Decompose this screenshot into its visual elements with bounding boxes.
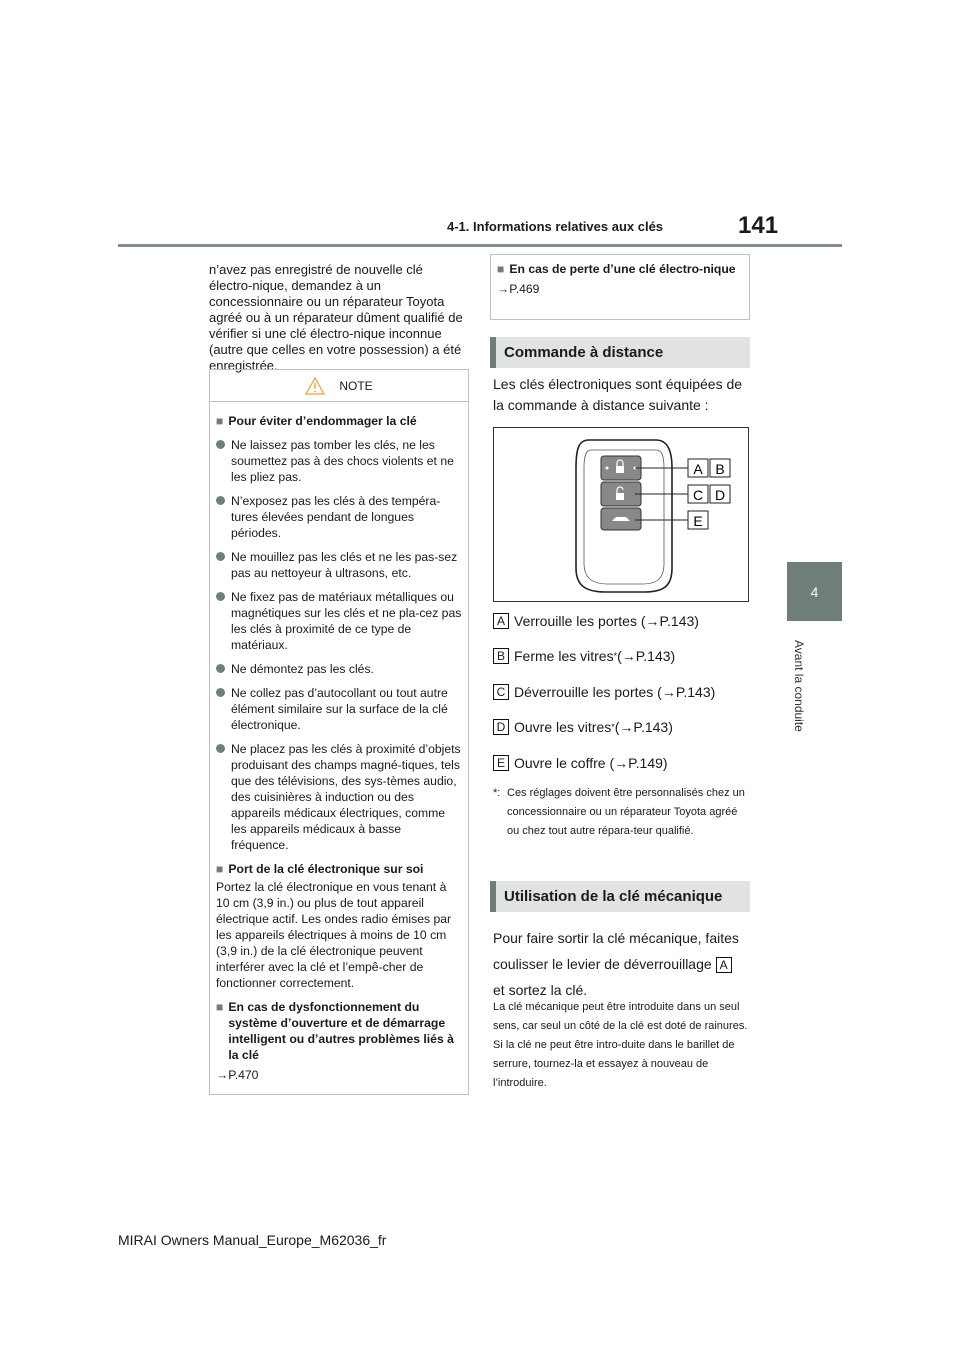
section-heading-remote: Commande à distance (490, 337, 750, 368)
list-item: Ne démontez pas les clés. (216, 661, 462, 677)
note-header (210, 370, 468, 402)
remote-intro: Les clés électroniques sont équipées de la commande à distance suivante : (493, 376, 743, 413)
page-number: 141 (738, 212, 779, 239)
list-item: Ne mouillez pas les clés et ne les pas-sez pas au nettoyeur à ultrasons, etc. (216, 549, 462, 581)
legend-item: D Ouvre les vitres * (→P.143) (493, 719, 753, 735)
legend-item: C Déverrouille les portes (→P.143) (493, 684, 753, 700)
warning-icon (305, 377, 325, 395)
note-heading-prevent-damage: ■ Pour éviter d’endommager la clé (216, 414, 417, 428)
key-fob-drawing (494, 428, 748, 601)
note-title: NOTE (339, 378, 373, 393)
chapter-tab: 4 (787, 562, 842, 621)
note-heading-malfunction: ■ En cas de dysfonctionnement du système d’ouverture et de démarrage intelligent ou d’autres problèmes liés à la clé (216, 1000, 454, 1062)
key-fob-illustration (493, 427, 749, 602)
list-item: Ne laissez pas tomber les clés, ne les soumettez pas à des chocs violents et ne les pliez pas. (216, 437, 462, 485)
document-footer: MIRAI Owners Manual_Europe_M62036_fr (118, 1232, 387, 1248)
footnote: *: Ces réglages doivent être personnalisés chez un concessionnaire ou un réparateur Toyota agréé ou chez tout autre répara-teur qualifié. (493, 787, 745, 837)
figure-label: C (692, 487, 704, 503)
list-item: N’exposez pas les clés à des tempéra-tures élevées pendant de longues périodes. (216, 493, 462, 541)
section-title: 4-1. Informations relatives aux clés (447, 219, 664, 234)
figure-label: B (715, 461, 725, 477)
legend-item: A Verrouille les portes (→P.143) (493, 613, 753, 629)
note-carry-text: Portez la clé électronique en vous tenant à 10 cm (3,9 in.) ou plus de tout appareil électrique actif. Les ondes radio émises par les appareils électriques à moins de 10 cm (3,9 in.) de la clé électronique peuvent interférer avec la clé et l’empê-cher de fonctionner correctement. (216, 880, 452, 990)
legend-item: E Ouvre le coffre (→P.149) (493, 755, 753, 771)
figure-label: E (693, 513, 703, 529)
intro-block (209, 262, 469, 374)
list-item: Ne collez pas d’autocollant ou tout autre élément similaire sur la surface de la clé électronique. (216, 685, 462, 733)
note-heading-carry: ■ Port de la clé électronique sur soi (216, 862, 424, 876)
lost-key-heading: ■ En cas de perte d’une clé électro-nique (497, 262, 736, 276)
mech-key-text: Pour faire sortir la clé mécanique, faites coulisser le levier de déverrouillage A et sortez la clé. (493, 930, 739, 998)
figure-label: A (693, 461, 703, 477)
page-reference: →P.469 (497, 282, 540, 296)
note-box (209, 369, 469, 1095)
mech-key-note: La clé mécanique peut être introduite dans un seul sens, car seul un côté de la clé est doté de rainures. Si la clé ne peut être intro-duite dans le barillet de serrure, tournez-la et essayez à nouveau de l’introduire. (493, 1001, 748, 1089)
legend-item: B Ferme les vitres * (→P.143) (493, 648, 753, 664)
intro-text: n’avez pas enregistré de nouvelle clé électro-nique, demandez à un concessionnaire ou un réparateur Toyota agréé ou à un réparateur dûment qualifié de vérifier si une clé électro-nique inconnue (autre que celles en votre possession) a été enregistrée. (209, 262, 463, 373)
section-heading-mechanical-key: Utilisation de la clé mécanique (490, 881, 750, 912)
list-item: Ne placez pas les clés à proximité d’objets produisant des champs magné-tiques, tels que des télévisions, des sys-tèmes audio, des cuisinières à induction ou des appareils médicaux électriques, comme les appareils médicaux à basse fréquence. (216, 741, 462, 853)
page-reference: →P.470 (216, 1068, 259, 1082)
figure-label: D (714, 487, 726, 503)
header-divider (118, 244, 842, 247)
lost-key-box (490, 254, 750, 320)
list-item: Ne fixez pas de matériaux métalliques ou magnétiques sur les clés et ne pla-cez pas les clés à proximité de ce type de matériaux. (216, 589, 462, 653)
chapter-label: Avant la conduite (792, 640, 806, 732)
